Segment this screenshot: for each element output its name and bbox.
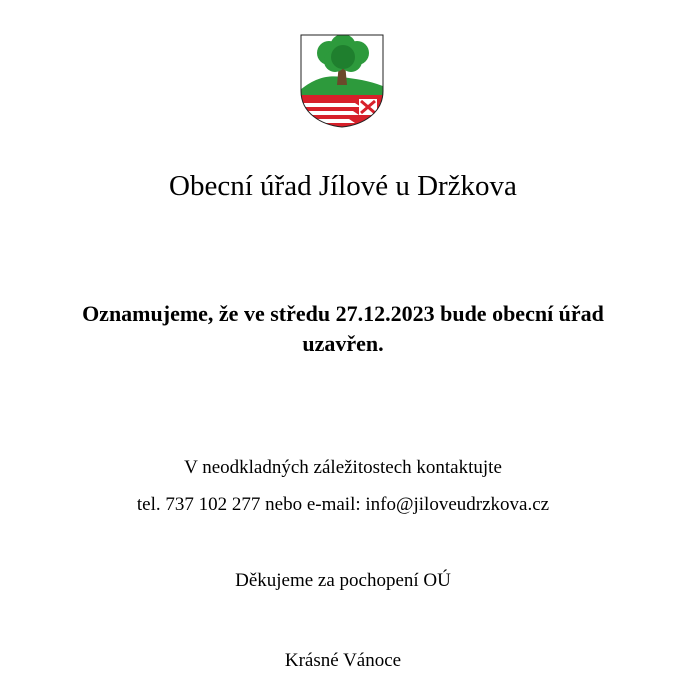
contact-details: tel. 737 102 277 nebo e-mail: info@jiloveudrzkova.cz bbox=[136, 494, 550, 515]
coat-of-arms-icon bbox=[299, 33, 385, 129]
thanks-text: Děkujeme za pochopení OÚ bbox=[235, 570, 451, 591]
page-title: Obecní úřad Jílové u Držkova bbox=[169, 170, 517, 202]
closure-notice: Oznamujeme, že ve středu 27.12.2023 bude obecní úřad uzavřen. bbox=[82, 301, 604, 356]
contact-instructions: V neodkladných záležitostech kontaktujte bbox=[184, 457, 502, 478]
greeting-text: Krásné Vánoce bbox=[284, 650, 402, 671]
